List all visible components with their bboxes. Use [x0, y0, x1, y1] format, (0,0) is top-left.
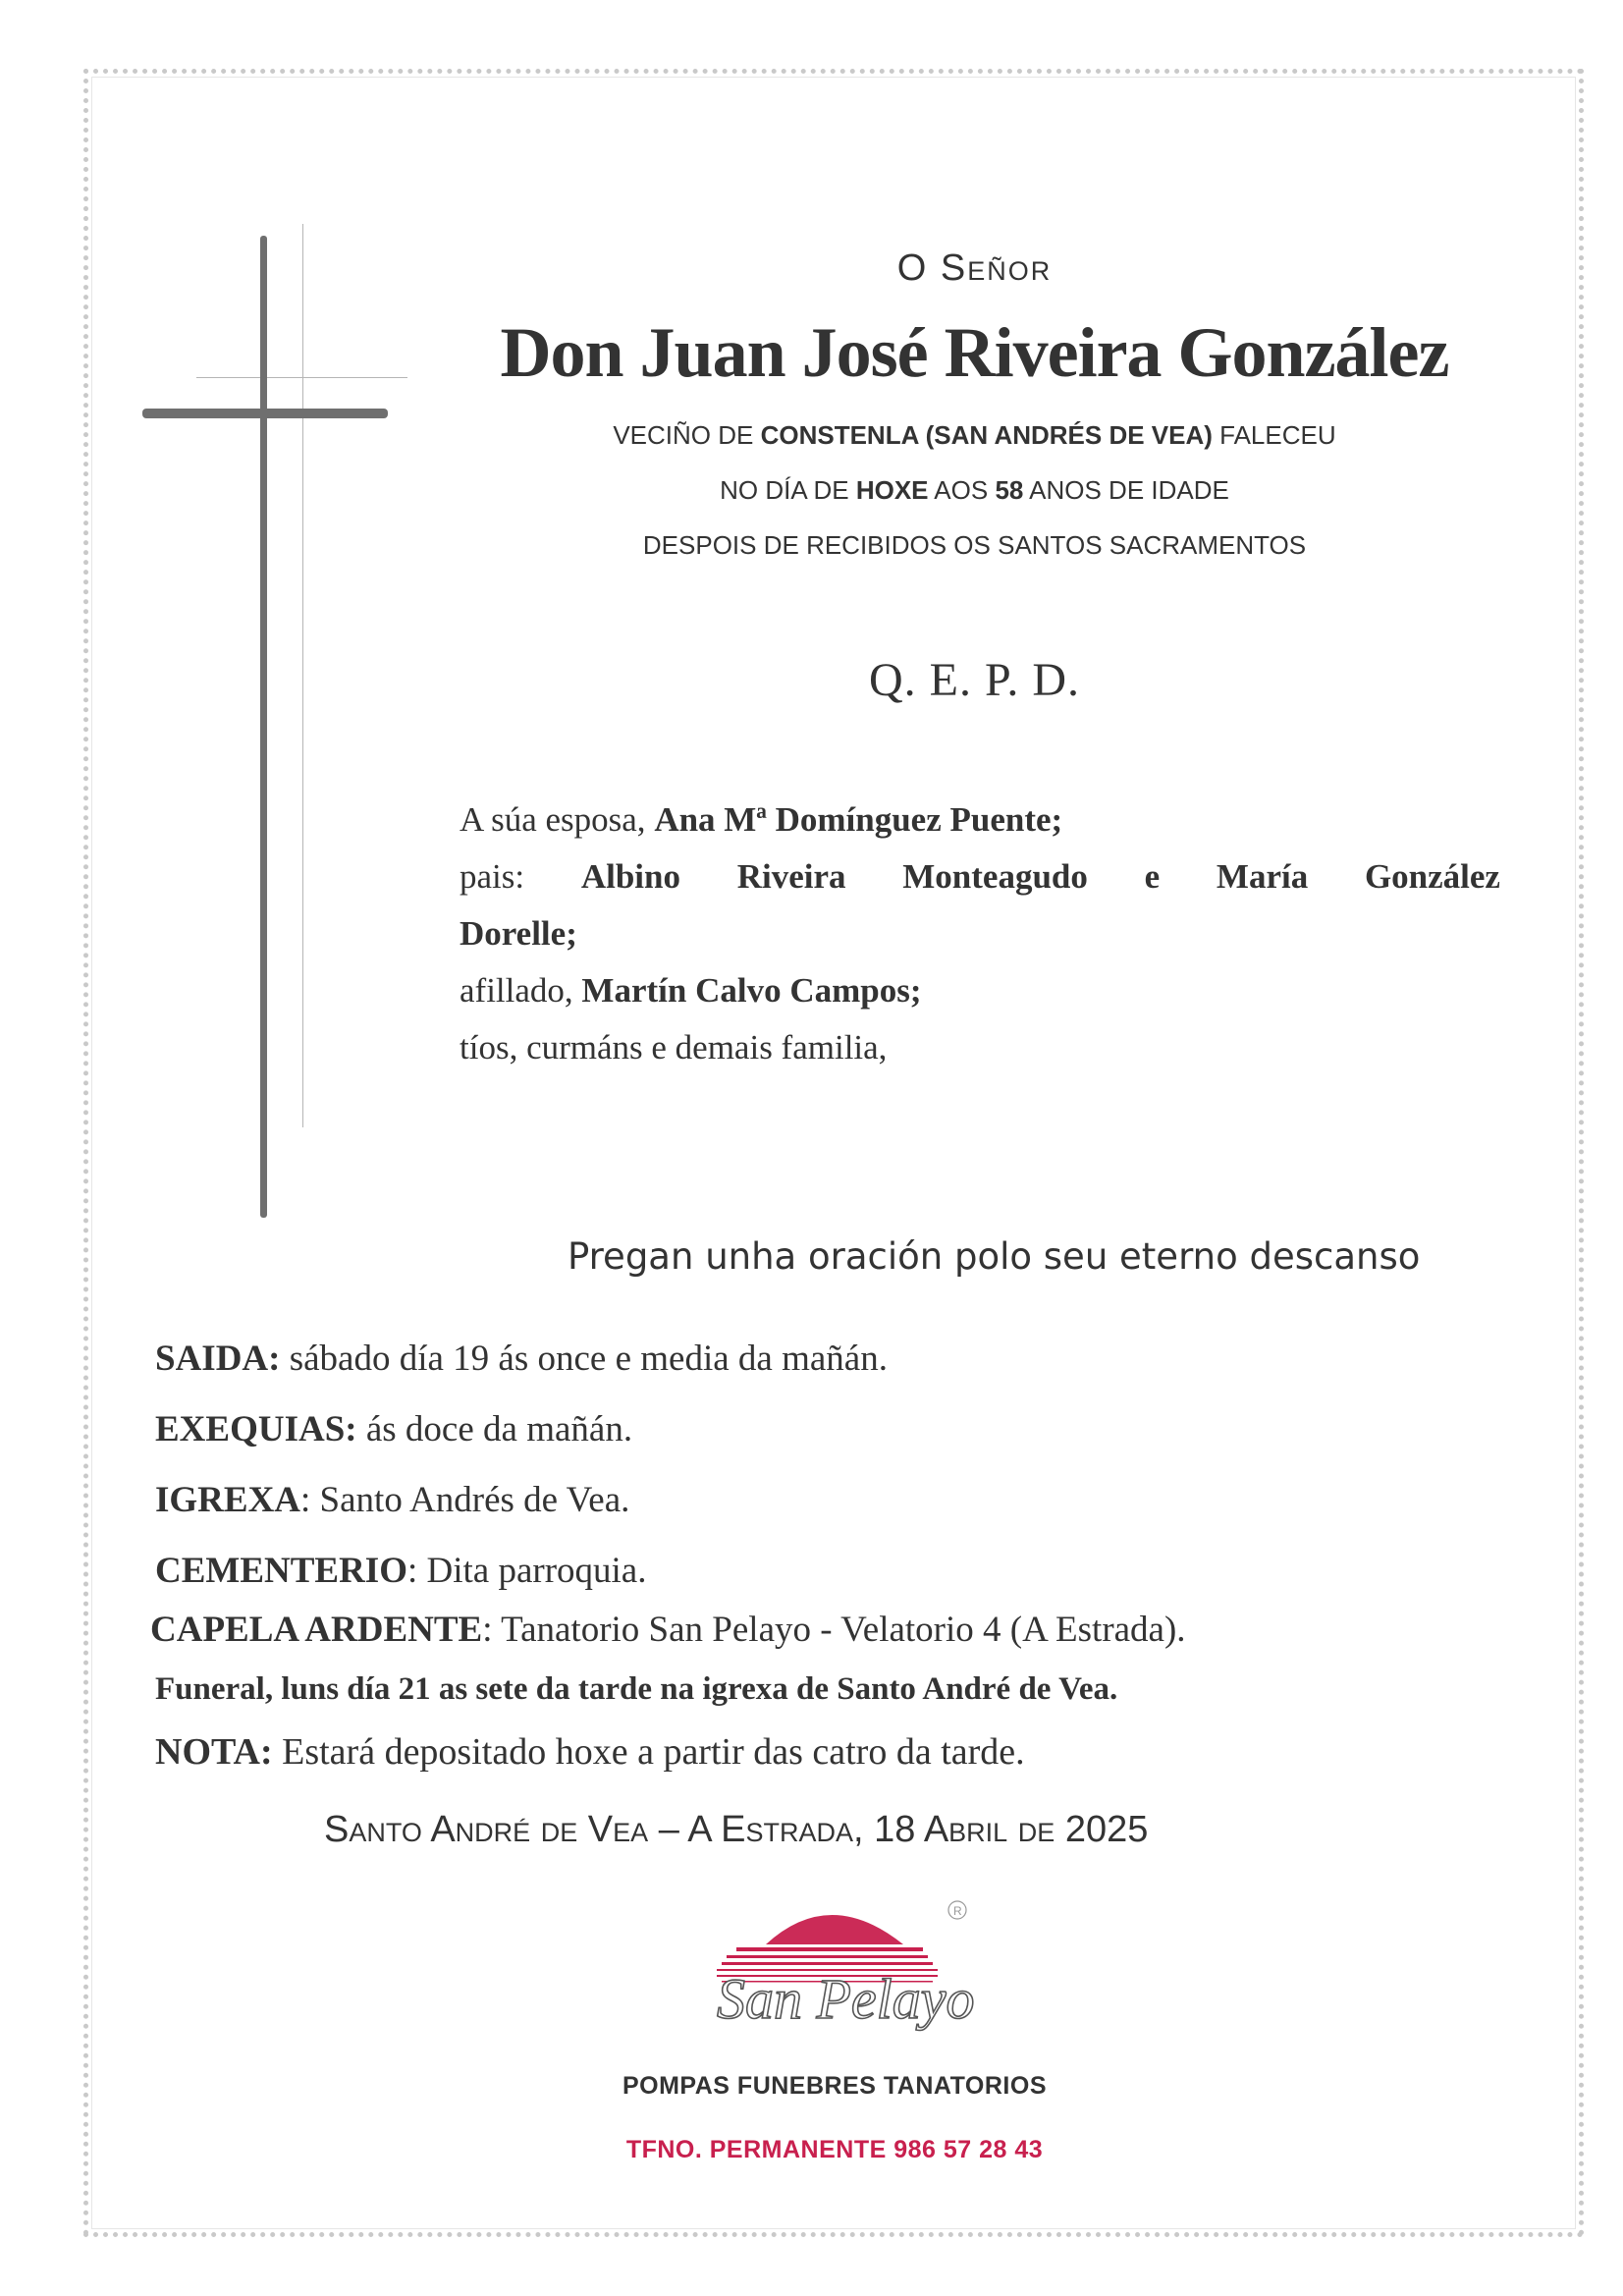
family-parents-tail [460, 905, 1500, 962]
detail-label: CEMENTERIO [155, 1551, 407, 1591]
age-value: 58 [995, 475, 1024, 505]
family-name-word: María [1216, 857, 1309, 896]
detail-nota [155, 1730, 1025, 1774]
honorific-title: O Señor [896, 247, 1053, 289]
logo-phone: TFNO. PERMANENTE 986 57 28 43 [625, 2136, 1044, 2163]
cross-thin-horizontal-line [196, 377, 407, 378]
family-godson [460, 962, 1500, 1019]
detail-label: NOTA: [155, 1731, 273, 1773]
deceased-name: Don Juan José Riveira González [500, 313, 1449, 392]
text-segment: FALECEU [1212, 420, 1336, 450]
cross-icon-vertical [260, 236, 267, 1218]
announcement-line-2 [442, 475, 1507, 506]
family-label: afillado, [460, 971, 573, 1010]
family-name: Martín Calvo Campos; [581, 971, 922, 1010]
detail-value: : Santo Andrés de Vea. [300, 1480, 630, 1520]
detail-label: SAIDA: [155, 1339, 281, 1379]
logo-brand-text: San Pelayo [717, 1967, 975, 2031]
detail-value: : Dita parroquia. [406, 1551, 647, 1591]
family-others: tíos, curmáns e demais familia, [460, 1028, 888, 1066]
cross-thin-vertical-line [302, 224, 303, 1127]
family-block [460, 792, 1500, 1076]
registered-mark: R [953, 1904, 962, 1918]
detail-label: EXEQUIAS: [155, 1409, 357, 1449]
family-name: Dorelle; [460, 914, 577, 953]
family-parents [460, 848, 1500, 905]
detail-value: sábado día 19 ás once e media da mañán. [280, 1339, 888, 1379]
detail-capela [150, 1609, 1186, 1651]
family-label: A súa esposa, [460, 800, 646, 839]
detail-saida [155, 1338, 888, 1380]
qepd: Q. E. P. D. [868, 654, 1081, 706]
detail-value: : Tanatorio San Pelayo - Velatorio 4 (A Estrada). [482, 1610, 1186, 1650]
text-segment: ANOS DE IDADE [1023, 475, 1229, 505]
detail-value: Estará depositado hoxe a partir das catro da tarde. [272, 1731, 1025, 1773]
place-date: Santo André de Vea – A Estrada, 18 Abril de 2025 [324, 1809, 1149, 1850]
text-segment: AOS [928, 475, 996, 505]
detail-value: ás doce da mañán. [356, 1409, 633, 1449]
detail-label: IGREXA [155, 1480, 301, 1520]
family-name-word: Monteagudo [902, 857, 1088, 896]
text-segment: NO DÍA DE [720, 475, 856, 505]
text-segment-bold: CONSTENLA (SAN ANDRÉS DE VEA) [760, 420, 1213, 450]
family-wife [460, 792, 1500, 848]
detail-funeral [155, 1671, 1117, 1708]
announcement-line-1 [442, 420, 1507, 451]
logo-tagline: POMPAS FUNEBRES TANATORIOS [622, 2072, 1047, 2100]
family-name-word: e [1144, 857, 1161, 896]
family-name-word: González [1364, 857, 1500, 896]
sun-logo-icon [677, 1890, 982, 2038]
cross-icon-horizontal [142, 409, 388, 418]
text-segment: VECIÑO DE [613, 420, 761, 450]
family-name: Ana Mª Domínguez Puente; [654, 800, 1063, 839]
detail-cementerio [155, 1550, 646, 1592]
prayer-text: Pregan unha oración polo seu eterno descanso [568, 1235, 1421, 1278]
detail-igrexa [155, 1479, 629, 1521]
detail-exequias [155, 1408, 632, 1450]
family-label: pais: [460, 857, 525, 896]
san-pelayo-logo [677, 1890, 982, 2038]
detail-label: CAPELA ARDENTE [150, 1610, 483, 1650]
family-name-word: Albino [580, 857, 680, 896]
detail-funeral-text: Funeral, luns día 21 as sete da tarde na igrexa de Santo André de Vea. [155, 1671, 1118, 1707]
text-segment-bold: HOXE [855, 475, 929, 505]
family-name-word: Riveira [736, 857, 846, 896]
announcement-line-3: DESPOIS DE RECIBIDOS OS SANTOS SACRAMENTOS [642, 530, 1307, 560]
